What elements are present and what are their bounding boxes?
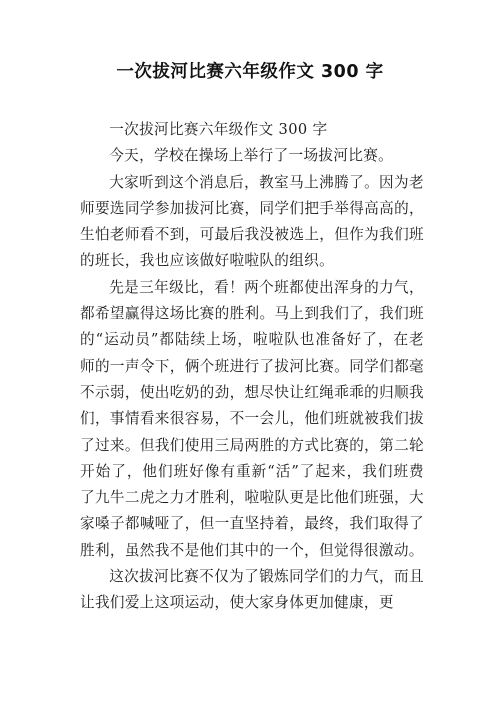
document-title: 一次拔河比赛六年级作文 300 字 (116, 62, 384, 82)
paragraph-subtitle: 一次拔河比赛六年级作文 300 字 (109, 121, 328, 138)
paragraph-conclusion: 这次拔河比赛不仅为了锻炼同学们的力气，而且让我们爱上这项运动，使大家身体更加健康，更 (80, 568, 424, 612)
paragraph-intro: 今天，学校在操场上举行了一场拔河比赛。 (109, 147, 394, 165)
document-body (80, 117, 424, 617)
paragraph-competition: 先是三年级比，看！两个班都使出浑身的力气，都希望赢得这场比赛的胜利。马上到我们了，我们班的“运动员”都陆续上场，啦啦队也准备好了，在老师的一声令下，俩个班进行了拔河比赛。同学们都毫不示弱，使出吃奶的劲，想尽快让红绳乖乖的归顺我们，事情看来很容易，不一会儿，他们班就被我们拔了过来。但我们使用三局两胜的方式比赛的，第二轮开始了，他们班好像有重新“活”了起来，我们班费了九牛二虎之力才胜利，啦啦队更是比他们班强，大家嗓子都喊哑了，但一直坚持着，最终，我们取得了胜利，虽然我不是他们其中的一个，但觉得很激动。 (80, 278, 424, 559)
paragraph-selection: 大家听到这个消息后，教室马上沸腾了。因为老师要选同学参加拔河比赛，同学们把手举得高高的，生怕老师看不到，可最后我没被选上，但作为我们班的班长，我也应该做好啦啦队的组织。 (80, 173, 424, 270)
